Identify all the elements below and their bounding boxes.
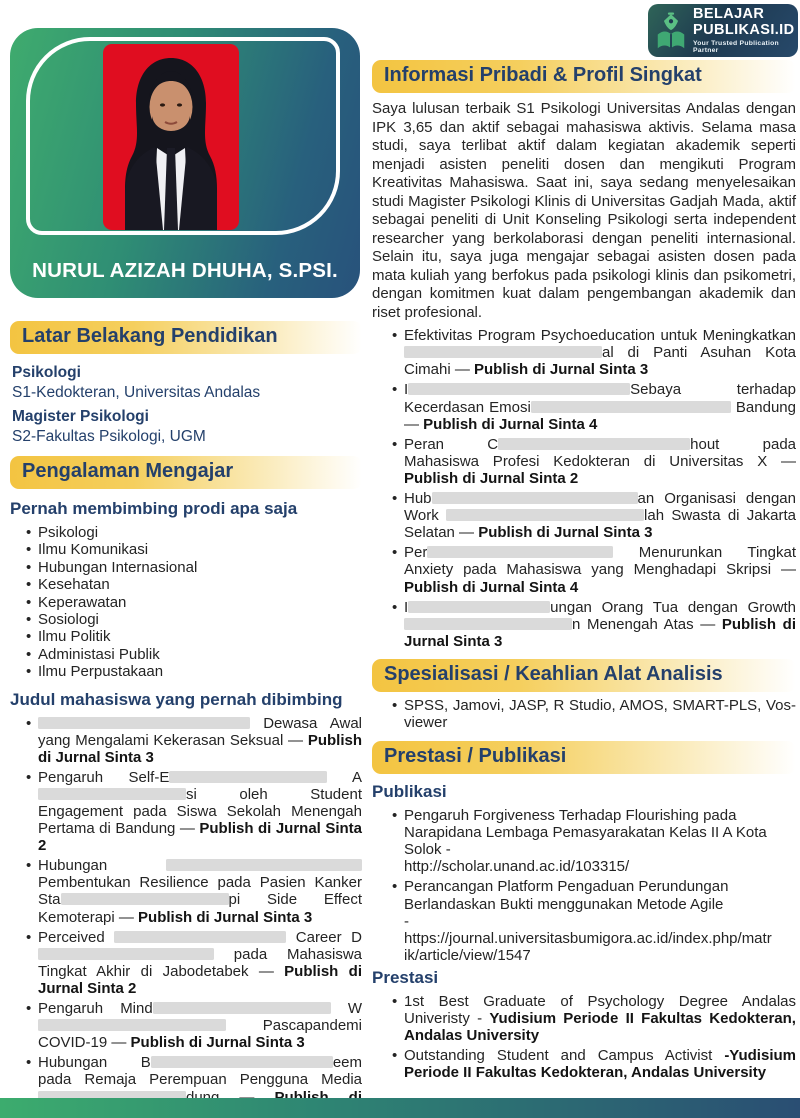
- education-heading: Latar Belakang Pendidikan: [10, 321, 362, 354]
- redacted-text: [114, 931, 286, 943]
- achievements-heading: Prestasi / Publikasi: [372, 741, 796, 774]
- redacted-text: [432, 492, 638, 504]
- list-item: • SPSS, Jamovi, JASP, R Studio, AMOS, SMART-PLS, Vos-viewer: [392, 697, 796, 731]
- list-item: • Ilmu Perpustakaan: [26, 663, 362, 680]
- left-column: [10, 321, 362, 1118]
- logo-title-line1: BELAJAR: [693, 6, 765, 23]
- redacted-text: [153, 1002, 331, 1014]
- list-item: • Dewasa Awal yang Mengalami Kekerasan Seksual — Publish di Jurnal Sinta 3: [26, 715, 362, 766]
- portrait-photo: [103, 44, 239, 230]
- list-item: • Outstanding Student and Campus Activist -Yudisium Periode II Fakultas Kedokteran, Andalas University: [392, 1047, 796, 1081]
- footer-bar: [0, 1098, 800, 1118]
- awards-label: Prestasi: [372, 967, 439, 987]
- redacted-text: [38, 788, 186, 800]
- logo-tagline: Your Trusted Publication Partner: [693, 39, 779, 54]
- list-item: • Perancangan Platform Pengaduan Perundungan Berlandaskan Bukti menggunakan Metode Agile - https://journal.universitasbumigora.ac.id/index.php/matrik/article/view/1547: [392, 878, 772, 963]
- redacted-text: [166, 859, 362, 871]
- info-heading: Informasi Pribadi & Profil Singkat: [372, 60, 796, 93]
- redacted-text: [151, 1056, 333, 1068]
- teaching-heading: Pengalaman Mengajar: [10, 456, 362, 489]
- list-item: • I ungan Orang Tua dengan Growth n Menengah Atas — Publish di Jurnal Sinta 3: [392, 599, 796, 650]
- list-item: • Hub an Organisasi dengan Work lah Swasta di Jakarta Selatan — Publish di Jurnal Sinta 3: [392, 490, 796, 541]
- profile-card: [10, 28, 360, 298]
- profile-paragraph: Saya lulusan terbaik S1 Psikologi Universitas Andalas dengan IPK 3,65 dan aktif sebagai mahasiswa aktivis. Selama masa studi, saya terlibat aktif dalam kegiatan akademik seperti menjadi asisten peneliti dosen dan mengikuti Program Kreativitas Mahasiswa. Saat ini, saya sedang menyelesaikan studi Magister Psikologi Klinis di Universitas Gadjah Mada, aktif sebagai peneliti di Unit Konseling Psikologi serta independent researcher yang berkolaborasi dengan peneliti internasional. Selain itu, saya juga mengajar sebagai asisten dosen pada mata kuliah yang berfokus pada psikologi klinis dan psikometri, dengan komitmen kuat dalam pengembangan akademik dan riset profesional.: [372, 100, 796, 321]
- list-item: • Peran C hout pada Mahasiswa Profesi Kedokteran di Universitas X — Publish di Jurnal Sinta 2: [392, 436, 796, 487]
- redacted-text: [446, 509, 644, 521]
- brand-logo: [648, 4, 798, 57]
- thesis-list-left: [26, 715, 362, 1118]
- redacted-text: [408, 383, 630, 395]
- thesis-list-right: [392, 327, 796, 650]
- redacted-text: [404, 346, 602, 358]
- awards-list: [392, 993, 796, 1081]
- education-block: [12, 363, 362, 446]
- list-item: • Hubungan Pembentukan Resilience pada Pasien Kanker Sta pi Side Effect Kemoterapi — Publish di Jurnal Sinta 3: [26, 857, 362, 925]
- redacted-text: [404, 618, 572, 630]
- list-item: • Perceived Career D pada Mahasiswa Tingkat Akhir di Jabodetabek — Publish di Jurnal Sinta 2: [26, 929, 362, 997]
- list-item: • Kesehatan: [26, 576, 362, 593]
- list-item: • Psikologi: [26, 524, 362, 541]
- logo-title-line2: PUBLIKASI.ID: [693, 21, 795, 38]
- list-item: • Pengaruh Forgiveness Terhadap Flourishing pada Narapidana Lembaga Pemasyarakatan Kelas II A Kota Solok - http://scholar.unand.ac.id/103315/: [392, 807, 772, 875]
- list-item: • Ilmu Komunikasi: [26, 541, 362, 558]
- redacted-text: [38, 1019, 226, 1031]
- redacted-text: [61, 893, 229, 905]
- redacted-text: [408, 601, 550, 613]
- book-pen-icon: [656, 11, 686, 51]
- education-detail: S2-Fakultas Psikologi, UGM: [12, 427, 206, 445]
- redacted-text: [498, 438, 690, 450]
- thesis-heading: Judul mahasiswa yang pernah dibimbing: [10, 689, 343, 709]
- list-item: • Ilmu Politik: [26, 628, 362, 645]
- specialization-list: [392, 697, 796, 731]
- list-item: • Administasi Publik: [26, 646, 362, 663]
- list-item: • Efektivitas Program Psychoeducation untuk Meningkatkanal di Panti Asuhan Kota Cimahi — Publish di Jurnal Sinta 3: [392, 327, 796, 378]
- redacted-text: [531, 401, 731, 413]
- redacted-text: [427, 546, 613, 558]
- education-degree: Magister Psikologi: [12, 407, 149, 425]
- list-item: • I Sebaya terhadap Kecerdasan Emosi Bandung — Publish di Jurnal Sinta 4: [392, 381, 796, 432]
- redacted-text: [169, 771, 327, 783]
- majors-list: [26, 524, 362, 681]
- person-name: NURUL AZIZAH DHUHA, S.PSI.: [32, 259, 338, 282]
- specialization-heading: Spesialisasi / Keahlian Alat Analisis: [372, 659, 796, 692]
- education-degree: Psikologi: [12, 364, 81, 381]
- right-column: [372, 60, 796, 1084]
- education-detail: S1-Kedokteran, Universitas Andalas: [12, 384, 261, 402]
- list-item: • Pengaruh Self-E Asi oleh Student Engagement pada Siswa Sekolah Menengah Pertama di Bandung — Publish di Jurnal Sinta 2: [26, 769, 362, 854]
- list-item: • Keperawatan: [26, 594, 362, 611]
- list-item: • Sosiologi: [26, 611, 362, 628]
- teaching-subtitle: Pernah membimbing prodi apa saja: [10, 499, 298, 519]
- list-item: • Per Menurunkan Tingkat Anxiety pada Mahasiswa yang Menghadapi Skripsi — Publish di Jurnal Sinta 4: [392, 544, 796, 595]
- publications-list: [392, 807, 796, 964]
- list-item: • Hubungan Internasional: [26, 559, 362, 576]
- portrait-illustration: [103, 44, 239, 230]
- redacted-text: [38, 717, 250, 729]
- publications-label: Publikasi: [372, 782, 447, 802]
- redacted-text: [38, 948, 214, 960]
- list-item: • Hubungan B eem pada Remaja Perempuan Pengguna Media: [26, 1054, 362, 1118]
- list-item: • 1st Best Graduate of Psychology Degree Andalas Univeristy - Yudisium Periode II Fakultas Kedokteran, Andalas University: [392, 993, 796, 1044]
- list-item: • Pengaruh Mind W Pascapandemi COVID-19 — Publish di Jurnal Sinta 3: [26, 1000, 362, 1051]
